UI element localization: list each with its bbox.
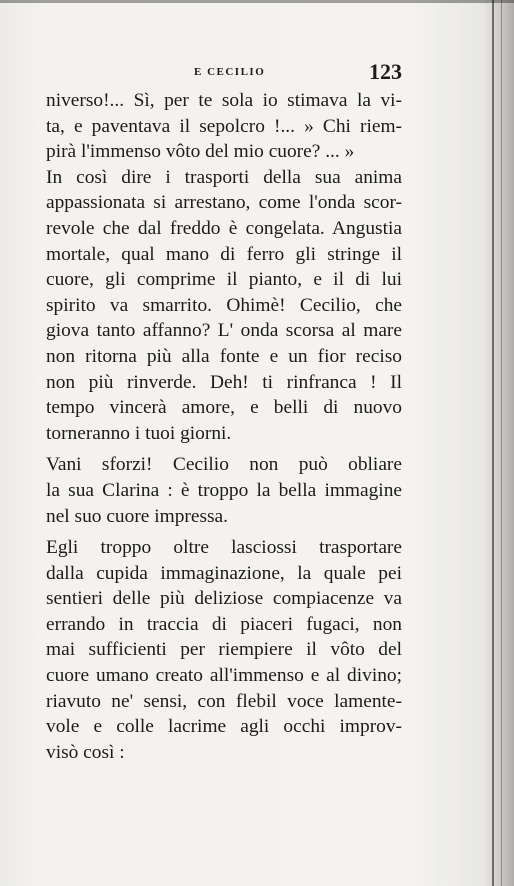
body-text bbox=[46, 88, 402, 771]
binding-line bbox=[501, 0, 502, 886]
top-edge-shadow bbox=[0, 0, 514, 3]
text-line: cuore, gli comprime il pianto, e il di lui bbox=[46, 269, 402, 291]
paragraph bbox=[46, 88, 402, 446]
text-line: Egli troppo oltre lasciossi trasportare bbox=[46, 537, 402, 559]
text-line: vole e colle lacrime agli occhi improv- bbox=[46, 716, 402, 738]
text-line: nel suo cuore impressa. bbox=[46, 505, 229, 527]
text-line: dalla cupida immaginazione, la quale pei bbox=[46, 562, 402, 584]
binding-line bbox=[492, 0, 494, 886]
text-line: non più rinverde. Deh! ti rinfranca ! Il bbox=[46, 371, 402, 393]
text-line: non ritorna più alla fonte e un fior reciso bbox=[46, 345, 402, 367]
text-line: pirà l'immenso vôto del mio cuore? ... » bbox=[46, 141, 355, 163]
text-line: visò così : bbox=[46, 741, 125, 763]
text-line: Vani sforzi! Cecilio non può obliare bbox=[46, 454, 402, 476]
text-line: la sua Clarina : è troppo la bella immagine bbox=[46, 479, 402, 501]
text-line: spirito va smarrito. Ohimè! Cecilio, che bbox=[46, 294, 402, 316]
text-line: revole che dal freddo è congelata. Angustia bbox=[46, 217, 402, 239]
text-line: ta, e paventava il sepolcro !... » Chi riem- bbox=[46, 115, 402, 137]
text-line: torneranno i tuoi giorni. bbox=[46, 422, 232, 444]
binding-shadow bbox=[484, 0, 514, 886]
text-line: In così dire i trasporti della sua anima bbox=[46, 166, 402, 188]
text-line: cuore umano creato all'immenso e al divino; bbox=[46, 665, 402, 687]
text-line: mai sufficienti per riempiere il vôto del bbox=[46, 639, 402, 661]
text-line: giova tanto affanno? L' onda scorsa al mare bbox=[46, 320, 402, 342]
text-line: niverso!... Sì, per te sola io stimava la vi- bbox=[46, 90, 402, 111]
page-header bbox=[46, 59, 402, 86]
text-line: mortale, qual mano di ferro gli stringe il bbox=[46, 243, 402, 265]
text-line: appassionata si arrestano, come l'onda scor- bbox=[46, 192, 402, 214]
text-line: sentieri delle più deliziose compiacenze va bbox=[46, 588, 402, 610]
running-head: E CECILIO bbox=[194, 66, 266, 78]
text-line: errando in traccia di piaceri fugaci, non bbox=[46, 613, 402, 635]
paragraph bbox=[46, 535, 402, 765]
text-line: riavuto ne' sensi, con flebil voce lamente- bbox=[46, 690, 402, 712]
text-line: tempo vincerà amore, e belli di nuovo bbox=[46, 397, 402, 419]
paragraph bbox=[46, 452, 402, 529]
page-number: 123 bbox=[369, 59, 402, 84]
